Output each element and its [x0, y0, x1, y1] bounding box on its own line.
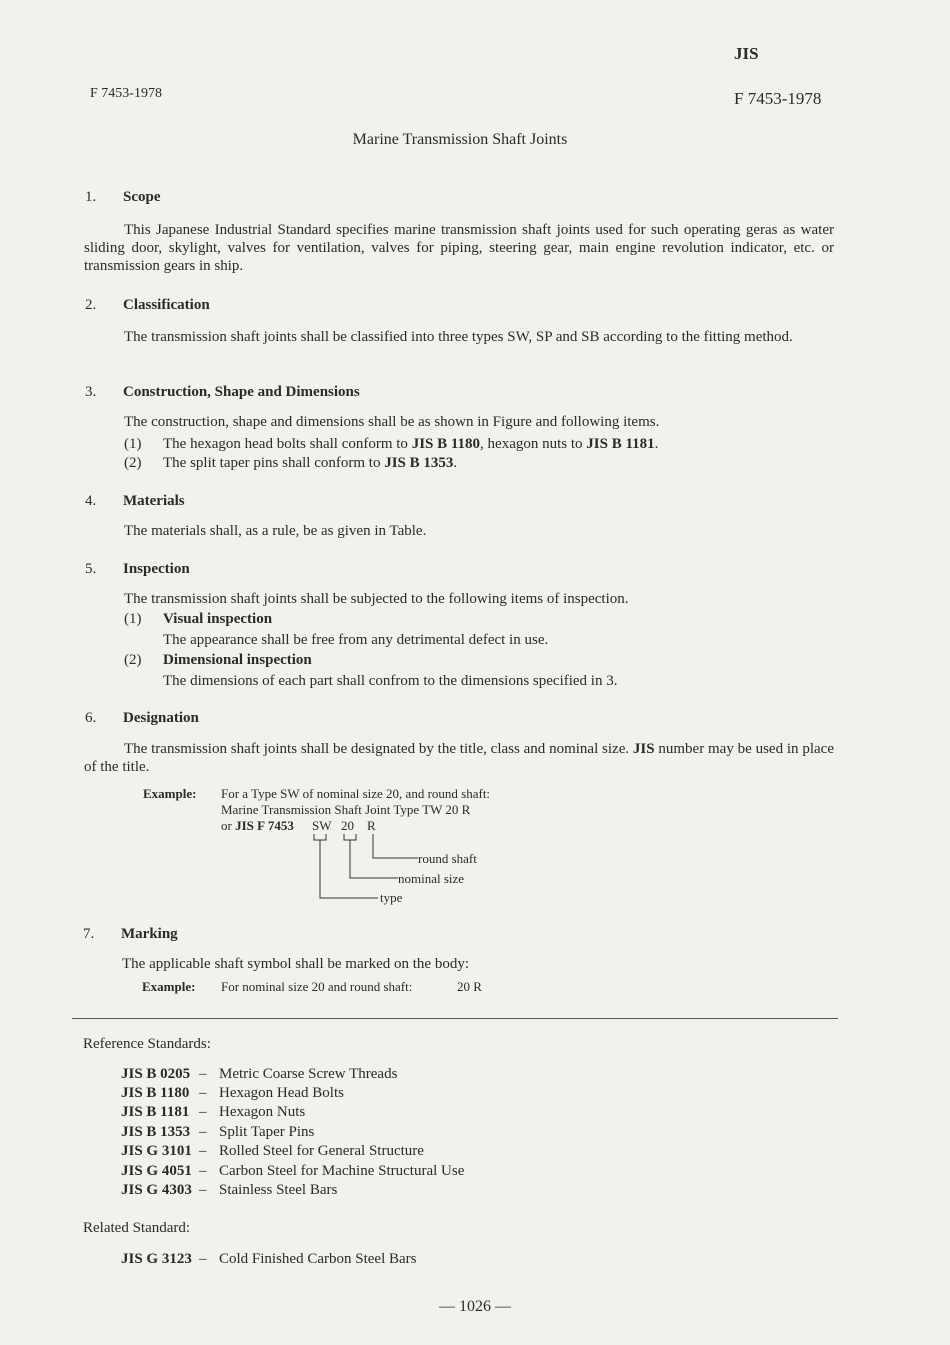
designation-code-r: R: [367, 818, 376, 833]
label-type: type: [380, 890, 403, 905]
leader-nominal-size: [350, 840, 398, 878]
designation-code-20: 20: [341, 818, 354, 833]
designation-diagram: [300, 830, 520, 910]
section-2-text: The transmission shaft joints shall be classified into three types SW, SP and SB according to the fitting method.: [124, 329, 793, 345]
designation-code-sw: SW: [312, 818, 332, 833]
reference-standards-title: Reference Standards:: [83, 1036, 211, 1052]
reference-item: JIS G 4051 – Carbon Steel for Machine Structural Use: [121, 1163, 465, 1179]
header-code-right: F 7453-1978: [734, 89, 822, 108]
section-6-text: The transmission shaft joints shall be designated by the title, class and nominal size. JIS number may be used in place of the title.: [84, 741, 834, 775]
leader-round-shaft: [373, 834, 418, 858]
section-3-text: The construction, shape and dimensions shall be as shown in Figure and following items.: [124, 414, 660, 430]
section-2-heading: 2. Classification: [85, 297, 210, 313]
divider: [72, 1018, 838, 1019]
section-7-heading: 7. Marking: [83, 926, 178, 942]
header-code-left: F 7453-1978: [90, 86, 162, 101]
related-item: JIS G 3123 – Cold Finished Carbon Steel Bars: [121, 1251, 417, 1267]
leader-type: [320, 840, 378, 898]
related-standard-title: Related Standard:: [83, 1220, 191, 1236]
section-5-item-1-heading: (1) Visual inspection: [124, 611, 273, 627]
reference-item: JIS B 1181 – Hexagon Nuts: [121, 1104, 306, 1120]
marking-example-text: For nominal size 20 and round shaft:: [221, 979, 413, 994]
section-4-heading: 4. Materials: [85, 493, 185, 509]
section-5-heading: 5. Inspection: [85, 561, 190, 577]
section-5-item-1-text: The appearance shall be free from any detrimental defect in use.: [163, 632, 549, 648]
label-round-shaft: round shaft: [418, 851, 477, 866]
reference-item: JIS G 4303 – Stainless Steel Bars: [121, 1182, 338, 1198]
designation-example-line-3: or JIS F 7453: [221, 818, 294, 833]
section-5-text: The transmission shaft joints shall be subjected to the following items of inspection.: [124, 591, 629, 607]
section-1-heading: 1. Scope: [85, 189, 161, 205]
section-5-item-2-heading: (2) Dimensional inspection: [124, 652, 312, 668]
designation-example-line-2: Marine Transmission Shaft Joint Type TW 20 R: [221, 802, 471, 817]
section-5-item-2-text: The dimensions of each part shall confrom to the dimensions specified in 3.: [163, 673, 618, 689]
label-nominal-size: nominal size: [398, 871, 465, 886]
marking-example-value: 20 R: [457, 979, 482, 994]
bracket-sw: [314, 834, 326, 840]
page-number: — 1026 —: [439, 1298, 511, 1315]
document-title: Marine Transmission Shaft Joints: [352, 131, 568, 148]
reference-item: JIS B 1353 – Split Taper Pins: [121, 1124, 315, 1140]
reference-item: JIS B 0205 – Metric Coarse Screw Threads: [121, 1066, 398, 1082]
section-3-item-1: (1) The hexagon head bolts shall conform to JIS B 1180, hexagon nuts to JIS B 1181.: [124, 436, 659, 452]
section-3-heading: 3. Construction, Shape and Dimensions: [85, 384, 360, 400]
reference-item: JIS B 1180 – Hexagon Head Bolts: [121, 1085, 344, 1101]
bracket-20: [344, 834, 356, 840]
section-3-item-2: (2) The split taper pins shall conform to JIS B 1353.: [124, 455, 458, 471]
header-jis: JIS: [734, 44, 759, 63]
section-4-text: The materials shall, as a rule, be as given in Table.: [124, 523, 427, 539]
section-6-heading: 6. Designation: [85, 710, 199, 726]
marking-example-label: Example:: [142, 979, 196, 994]
reference-item: JIS G 3101 – Rolled Steel for General Structure: [121, 1143, 424, 1159]
designation-example-line-1: For a Type SW of nominal size 20, and round shaft:: [221, 786, 491, 801]
designation-example-label: Example:: [143, 786, 197, 801]
section-7-text: The applicable shaft symbol shall be marked on the body:: [122, 956, 469, 972]
section-1-text: This Japanese Industrial Standard specifies marine transmission shaft joints used for such operating geras as water sliding door, skylight, valves for ventilation, valves for piping, steering gear, main engine revolution indicator, etc. or transmission gears in ship.: [84, 222, 834, 274]
